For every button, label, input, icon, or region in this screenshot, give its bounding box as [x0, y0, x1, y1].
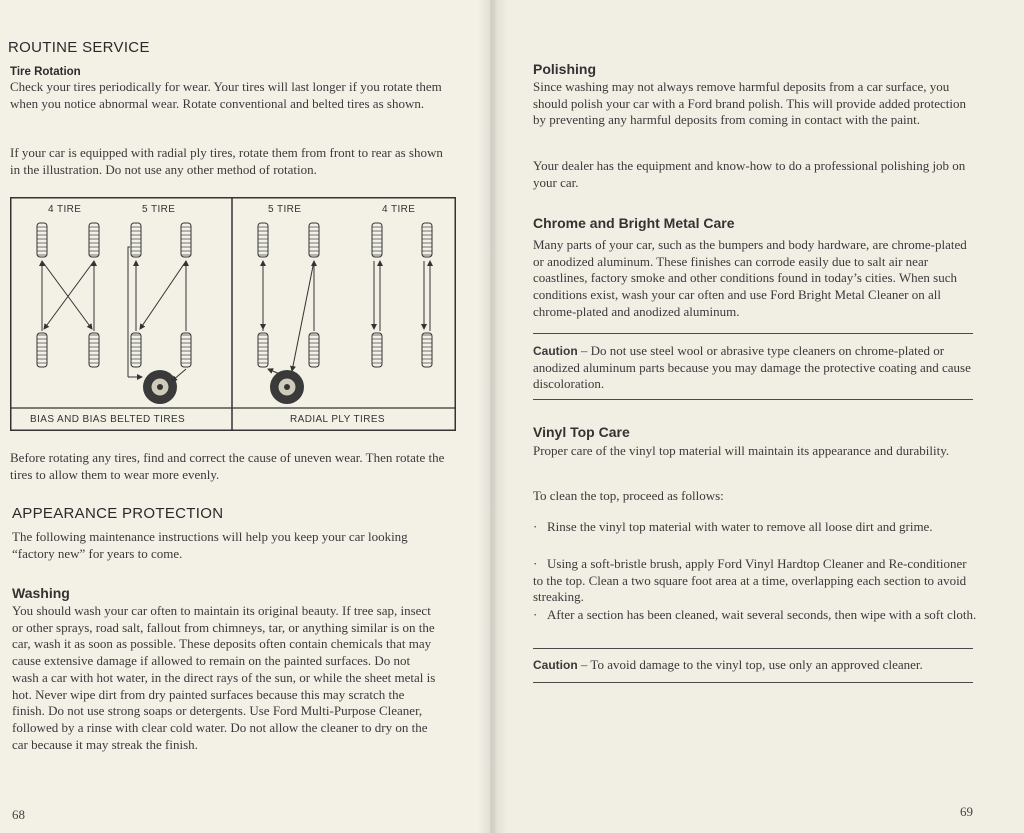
vinyl-step-text: Rinse the vinyl top material with water to remove all loose dirt and grime. — [547, 519, 933, 534]
label-4tire-bias: 4 TIRE — [48, 204, 82, 215]
radial-5tire-group — [258, 223, 319, 404]
appearance-protection-title: APPEARANCE PROTECTION — [12, 505, 224, 522]
tire-icon — [89, 223, 99, 257]
caution-vinyl-text: – To avoid damage to the vinyl top, use only an approved cleaner. — [577, 657, 923, 672]
vinyl-proceed-text: To clean the top, proceed as follows: — [533, 488, 724, 503]
tire-rotation-heading: Tire Rotation — [10, 66, 81, 78]
caution-rule-bottom — [533, 399, 973, 400]
vinyl-step-text: After a section has been cleaned, wait several seconds, then wipe with a soft cloth. — [547, 607, 977, 622]
caution-chrome-note — [533, 343, 973, 393]
tire-icon — [37, 223, 47, 257]
rotation-arrow — [140, 261, 186, 329]
tire-icon — [37, 333, 47, 367]
tire-icon — [309, 223, 319, 257]
page-number-right: 69 — [960, 804, 973, 819]
vinyl-step-3: · After a section has been cleaned, wait several seconds, then wipe with a soft cloth. — [533, 607, 977, 622]
caution2-rule-top — [533, 648, 973, 649]
tire-icon — [181, 223, 191, 257]
vinyl-step-text: Using a soft-bristle brush, apply Ford Vinyl Hardtop Cleaner and Re-conditioner to the top. Clean a two square foot area at a time, overlapping each section to avoid streaking. — [533, 556, 967, 605]
tire-rotation-diagram — [10, 197, 456, 431]
radial-rotation-paragraph: If your car is equipped with radial ply tires, rotate them from front to rear as shown in the illustration. Do not use any other method of rotation. — [10, 145, 443, 177]
rotation-arrow — [172, 369, 186, 381]
washing-paragraph: You should wash your car often to maintain its original beauty. If tree sap, insect or other sprays, road salt, fallout from chimneys, tar, or anything similar is on the car, wash it as soon as possible. These deposits often contain chemicals that may cause extensive damage if allowed to remain on the painted surfaces. Do not wash a car with hot water, in the direct rays of the sun, or while the sheet metal is hot. Never wipe dirt from dry painted surfaces because this may scratch the finish. Do not use strong soaps or detergents. Use Ford Multi-Purpose Cleaner, followed by a rinse with clear cold water. Do not allow the cleaner to dry on the car because it may streak the finish. — [12, 603, 436, 752]
caution2-rule-bottom — [533, 682, 973, 683]
washing-heading: Washing — [12, 585, 70, 601]
rotation-arrow — [128, 247, 130, 377]
label-5tire-bias: 5 TIRE — [142, 204, 176, 215]
caption-radial: RADIAL PLY TIRES — [290, 414, 385, 425]
caution-chrome-text: – Do not use steel wool or abrasive type cleaners on chrome-plated or anodized aluminum parts because you may damage the protective coating and cause discoloration. — [533, 343, 971, 392]
chrome-care-paragraph: Many parts of your car, such as the bumpers and body hardware, are chrome-plated or anodized aluminum. These finishes can corrode easily due to salt air near coastlines, factory smoke and other conditions found in today’s cities. When such conditions exist, wash your car often and use Ford Bright Metal Cleaner on all chrome-plated and anodized aluminum. — [533, 237, 967, 319]
vinyl-top-heading: Vinyl Top Care — [533, 424, 630, 440]
routine-service-title: ROUTINE SERVICE — [8, 39, 150, 56]
tire-icon — [258, 223, 268, 257]
tire-icon — [422, 223, 432, 257]
left-page — [0, 0, 490, 833]
uneven-wear-paragraph: Before rotating any tires, find and correct the cause of uneven wear. Then rotate the tires to allow them to wear more evenly. — [10, 450, 445, 482]
vinyl-step-1: · Rinse the vinyl top material with water to remove all loose dirt and grime. — [533, 519, 933, 534]
appearance-intro-paragraph: The following maintenance instructions will help you keep your car looking “factory new” for years to come. — [12, 529, 408, 561]
tire-icon — [309, 333, 319, 367]
right-page — [492, 0, 1024, 833]
tire-icon — [372, 333, 382, 367]
diagram-frame — [11, 198, 456, 431]
tire-icon — [131, 333, 141, 367]
tire-icon — [372, 223, 382, 257]
bias-4tire-group — [37, 223, 99, 367]
radial-4tire-group — [372, 223, 432, 367]
label-5tire-radial: 5 TIRE — [268, 204, 302, 215]
rotation-arrow — [42, 261, 92, 329]
dealer-polish-paragraph: Your dealer has the equipment and know-how to do a professional polishing job on your car. — [533, 158, 966, 190]
page-number-left: 68 — [12, 807, 25, 822]
chrome-care-heading: Chrome and Bright Metal Care — [533, 215, 735, 231]
tire-icon — [89, 333, 99, 367]
rotation-arrow — [44, 261, 94, 329]
caution-rule-top — [533, 333, 973, 334]
tire-rotation-paragraph: Check your tires periodically for wear. Your tires will last longer if you rotate them when you notice abnormal wear. Rotate conventional and belted tires as shown. — [10, 79, 442, 111]
vinyl-step-2: · Using a soft-bristle brush, apply Ford Vinyl Hardtop Cleaner and Re-conditioner to the top. Clean a two square foot area at a time, overlapping each section to avoid streaking. — [533, 556, 967, 605]
tire-icon — [258, 333, 268, 367]
tire-icon — [422, 333, 432, 367]
bias-5tire-group — [128, 223, 191, 404]
caution-label: Caution — [533, 344, 578, 358]
label-4tire-radial: 4 TIRE — [382, 204, 416, 215]
polishing-heading: Polishing — [533, 61, 596, 77]
caption-bias: BIAS AND BIAS BELTED TIRES — [30, 414, 186, 425]
tire-icon — [181, 333, 191, 367]
vinyl-intro-paragraph: Proper care of the vinyl top material will maintain its appearance and durability. — [533, 443, 950, 458]
book-gutter — [478, 0, 508, 833]
polishing-paragraph: Since washing may not always remove harmful deposits from a car surface, you should polish your car with a Ford brand polish. This will provide added protection by preventing any harmful deposits from coming in contact with the paint. — [533, 79, 967, 128]
tire-icon — [131, 223, 141, 257]
caution-vinyl-note — [533, 657, 978, 674]
caution-label: Caution — [533, 658, 578, 672]
